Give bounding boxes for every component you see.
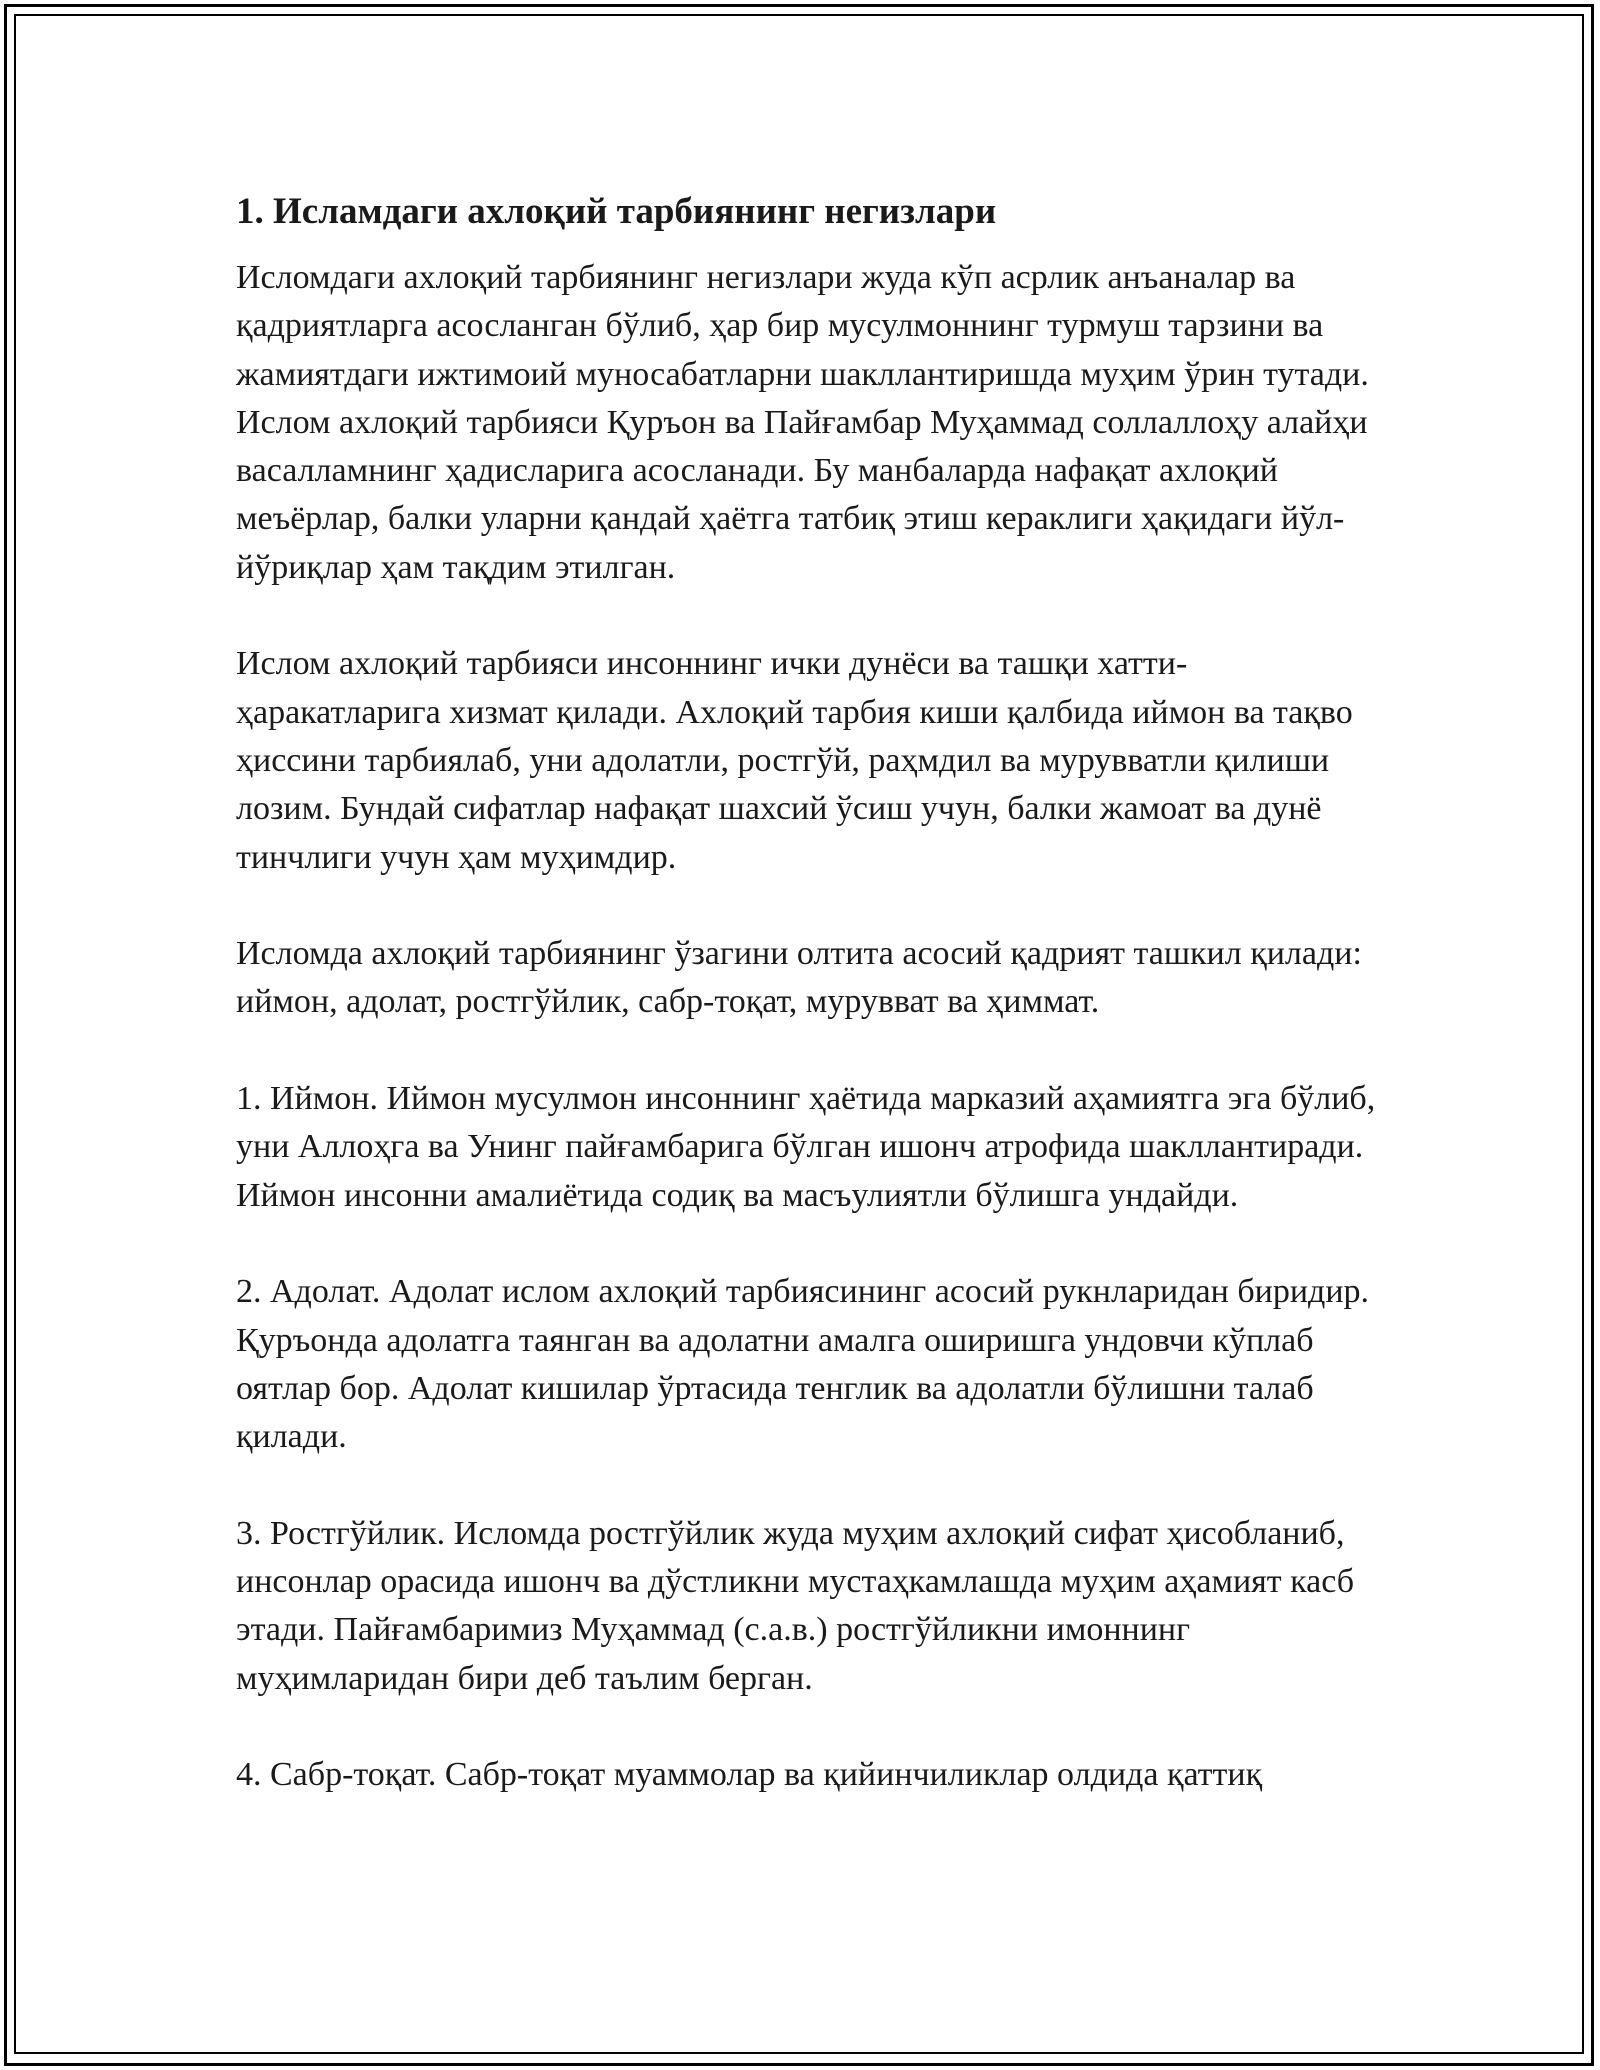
paragraph-rostgoylik: 3. Ростгўйлик. Исломда ростгўйлик жуда муҳим ахлоқий сифат ҳисобланиб, инсонлар орасида ишонч ва дўстликни мустаҳкамлашда муҳим аҳамият касб этади. Пайғамбаримиз Муҳаммад (с.а.в.) ростгўйликни имоннинг муҳимларидан бири деб таълим берган. [236,1514,1355,1697]
paragraph-core-values: Исломда ахлоқий тарбиянинг ўзагини олтита асосий қадрият ташкил қилади: иймон, адолат, ростгўйлик, сабр-тоқат, мурувват ва ҳиммат. [236,935,1362,1021]
document-body [236,186,1376,1848]
paragraph-sabr-toqat: 4. Сабр-тоқат. Сабр-тоқат муаммолар ва қийинчиликлар олдида қаттиқ [236,1756,1263,1794]
paragraph-iymon: 1. Иймон. Иймон мусулмон инсоннинг ҳаётида марказий аҳамиятга эга бўлиб, уни Аллоҳга ва Унинг пайғамбарига бўлган ишонч атрофида шакллантиради. Иймон инсонни амалиётида содиқ ва масъулиятли бўлишга ундайди. [236,1080,1376,1214]
paragraph-intro: Исломдаги ахлоқий тарбиянинг негизлари жуда кўп асрлик анъаналар ва қадриятларга асосланган бўлиб, ҳар бир мусулмоннинг турмуш тарзини ва жамиятдаги ижтимоий муносабатларни шакллантиришда муҳим ўрин тутади. Ислом ахлоқий тарбияси Қуръон ва Пайғамбар Муҳаммад соллаллоҳу алайҳи васалламнинг ҳадисларига асосланади. Бу манбаларда нафақат ахлоқий меъёрлар, балки уларни қандай ҳаётга татбиқ этиш кераклиги ҳақидаги йўл-йўриқлар ҳам тақдим этилган. [236,259,1369,586]
document-title: 1. Исламдаги ахлоқий тарбиянинг негизлари [236,191,997,232]
paragraph-adolat: 2. Адолат. Адолат ислом ахлоқий тарбиясининг асосий рукнларидан биридир. Қуръонда адолатга таянган ва адолатни амалга оширишга ундовчи кўплаб оятлар бор. Адолат кишилар ўртасида тенглик ва адолатли бўлишни талаб қилади. [236,1273,1370,1456]
paragraph-inner-world: Ислом ахлоқий тарбияси инсоннинг ички дунёси ва ташқи хатти-ҳаракатларига хизмат қилади. Ахлоқий тарбия киши қалбида иймон ва тақво ҳиссини тарбиялаб, уни адолатли, ростгўй, раҳмдил ва мурувватли қилиши лозим. Бундай сифатлар нафақат шахсий ўсиш учун, балки жамоат ва дунё тинчлиги учун ҳам муҳимдир. [236,645,1353,876]
